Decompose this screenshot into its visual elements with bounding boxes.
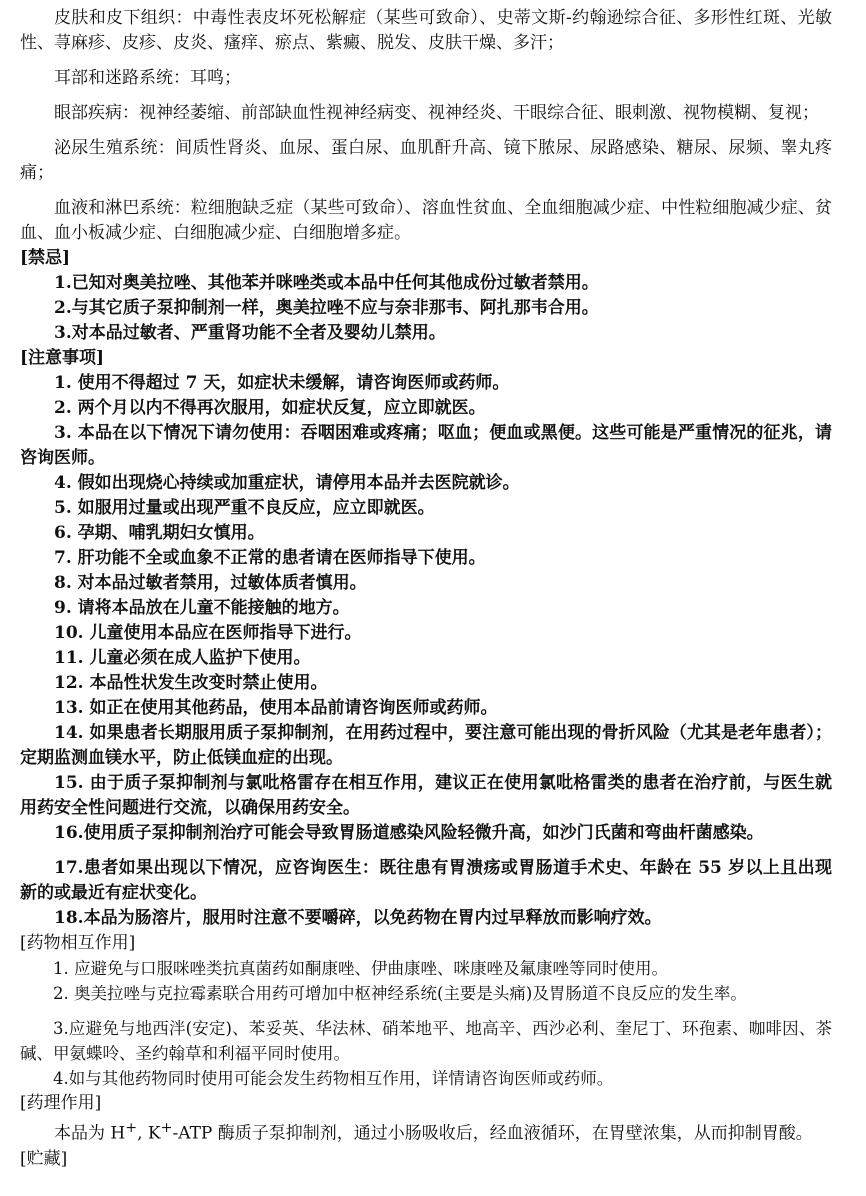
precaution-item: 3. 本品在以下情况下请勿使用：吞咽困难或疼痛；呕血；便血或黑便。这些可能是严重情况的征兆，请咨询医师。 xyxy=(20,423,832,468)
adverse-skin: 皮肤和皮下组织：中毒性表皮坏死松解症（某些可致命）、史蒂文斯-约翰逊综合征、多形性红斑、光敏性、荨麻疹、皮疹、皮炎、瘙痒、瘀点、紫癜、脱发、皮肤干燥、多汗； xyxy=(20,8,832,53)
precaution-item: 9. 请将本品放在儿童不能接触的地方。 xyxy=(54,598,350,618)
adverse-ear: 耳部和迷路系统：耳鸣； xyxy=(54,68,241,88)
precaution-item: 13. 如正在使用其他药品，使用本品前请咨询医师或药师。 xyxy=(54,698,498,718)
interaction-item: 4.如与其他药物同时使用可能会发生药物相互作用，详情请咨询医师或药师。 xyxy=(53,1069,614,1088)
precaution-item: 12. 本品性状发生改变时禁止使用。 xyxy=(54,673,328,693)
precaution-item: 17.患者如果出现以下情况，应咨询医生：既往患有胃溃疡或胃肠道手术史、年龄在 55 岁以上且出现新的或最近有症状变化。 xyxy=(20,858,832,903)
pharmacology-text-a: 本品为 H xyxy=(54,1123,126,1144)
interaction-item: 2. 奥美拉唑与克拉霉素联合用药可增加中枢神经系统(主要是头痛)及胃肠道不良反应的发生率。 xyxy=(53,984,747,1003)
precaution-item: 2. 两个月以内不得再次服用，如症状反复，应立即就医。 xyxy=(54,398,486,418)
precaution-item: 4. 假如出现烧心持续或加重症状，请停用本品并去医院就诊。 xyxy=(54,473,520,493)
precaution-item: 1. 使用不得超过 7 天，如症状未缓解，请咨询医师或药师。 xyxy=(54,373,510,393)
pharmacology-text-c: -ATP 酶质子泵抑制剂，通过小肠吸收后，经血液循环，在胃壁浓集，从而抑制胃酸。 xyxy=(172,1123,813,1144)
adverse-blood: 血液和淋巴系统：粒细胞缺乏症（某些可致命）、溶血性贫血、全血细胞减少症、中性粒细胞减少症、贫血、血小板减少症、白细胞减少症、白细胞增多症。 xyxy=(20,198,832,243)
adverse-urogenital: 泌尿生殖系统：间质性肾炎、血尿、蛋白尿、血肌酐升高、镜下脓尿、尿路感染、糖尿、尿频、睾丸疼痛； xyxy=(20,138,832,183)
precaution-item: 18.本品为肠溶片，服用时注意不要嚼碎，以免药物在胃内过早释放而影响疗效。 xyxy=(54,908,662,928)
precaution-item: 15. 由于质子泵抑制剂与氯吡格雷存在相互作用，建议正在使用氯吡格雷类的患者在治疗前，与医生就用药安全性问题进行交流，以确保用药安全。 xyxy=(20,773,832,818)
precaution-item: 5. 如服用过量或出现严重不良反应，应立即就医。 xyxy=(54,498,435,518)
precautions-heading: [注意事项] xyxy=(20,348,105,368)
precaution-item: 10. 儿童使用本品应在医师指导下进行。 xyxy=(54,623,362,643)
superscript-plus: + xyxy=(160,1120,173,1136)
contraindication-item: 1.已知对奥美拉唑、其他苯并咪唑类或本品中任何其他成份过敏者禁用。 xyxy=(54,273,599,293)
adverse-eye: 眼部疾病：视神经萎缩、前部缺血性视神经病变、视神经炎、干眼综合征、眼刺激、视物模糊、复视； xyxy=(54,103,819,123)
storage-heading: [贮藏] xyxy=(20,1148,68,1169)
precaution-item: 16.使用质子泵抑制剂治疗可能会导致胃肠道感染风险轻微升高，如沙门氏菌和弯曲杆菌感染。 xyxy=(54,823,764,843)
contraindication-item: 2.与其它质子泵抑制剂一样，奥美拉唑不应与奈非那韦、阿扎那韦合用。 xyxy=(54,298,599,318)
precaution-item: 11. 儿童必须在成人监护下使用。 xyxy=(54,648,311,668)
precaution-item: 8. 对本品过敏者禁用，过敏体质者慎用。 xyxy=(54,573,367,593)
precaution-item: 7. 肝功能不全或血象不正常的患者请在医师指导下使用。 xyxy=(54,548,486,568)
superscript-plus: + xyxy=(125,1120,138,1136)
pharmacology-text xyxy=(20,1116,832,1147)
contraindication-item: 3.对本品过敏者、严重肾功能不全者及婴幼儿禁用。 xyxy=(54,323,446,343)
precaution-item: 14. 如果患者长期服用质子泵抑制剂，在用药过程中，要注意可能出现的骨折风险（尤其是老年患者）；定期监测血镁水平，防止低镁血症的出现。 xyxy=(20,723,832,768)
interactions-heading: [药物相互作用] xyxy=(20,933,136,953)
precaution-item: 6. 孕期、哺乳期妇女慎用。 xyxy=(54,523,265,543)
pharmacology-text-b: , K xyxy=(137,1123,161,1144)
contraindications-heading: [禁忌] xyxy=(20,248,71,268)
interaction-item: 1. 应避免与口服咪唑类抗真菌药如酮康唑、伊曲康唑、咪康唑及氟康唑等同时使用。 xyxy=(53,959,668,978)
interaction-item: 3.应避免与地西泮(安定)、苯妥英、华法林、硝苯地平、地高辛、西沙必利、奎尼丁、环孢素、咖啡因、茶碱、甲氨蝶呤、圣约翰草和利福平同时使用。 xyxy=(20,1019,832,1063)
pharmacology-heading: [药理作用] xyxy=(20,1093,102,1113)
